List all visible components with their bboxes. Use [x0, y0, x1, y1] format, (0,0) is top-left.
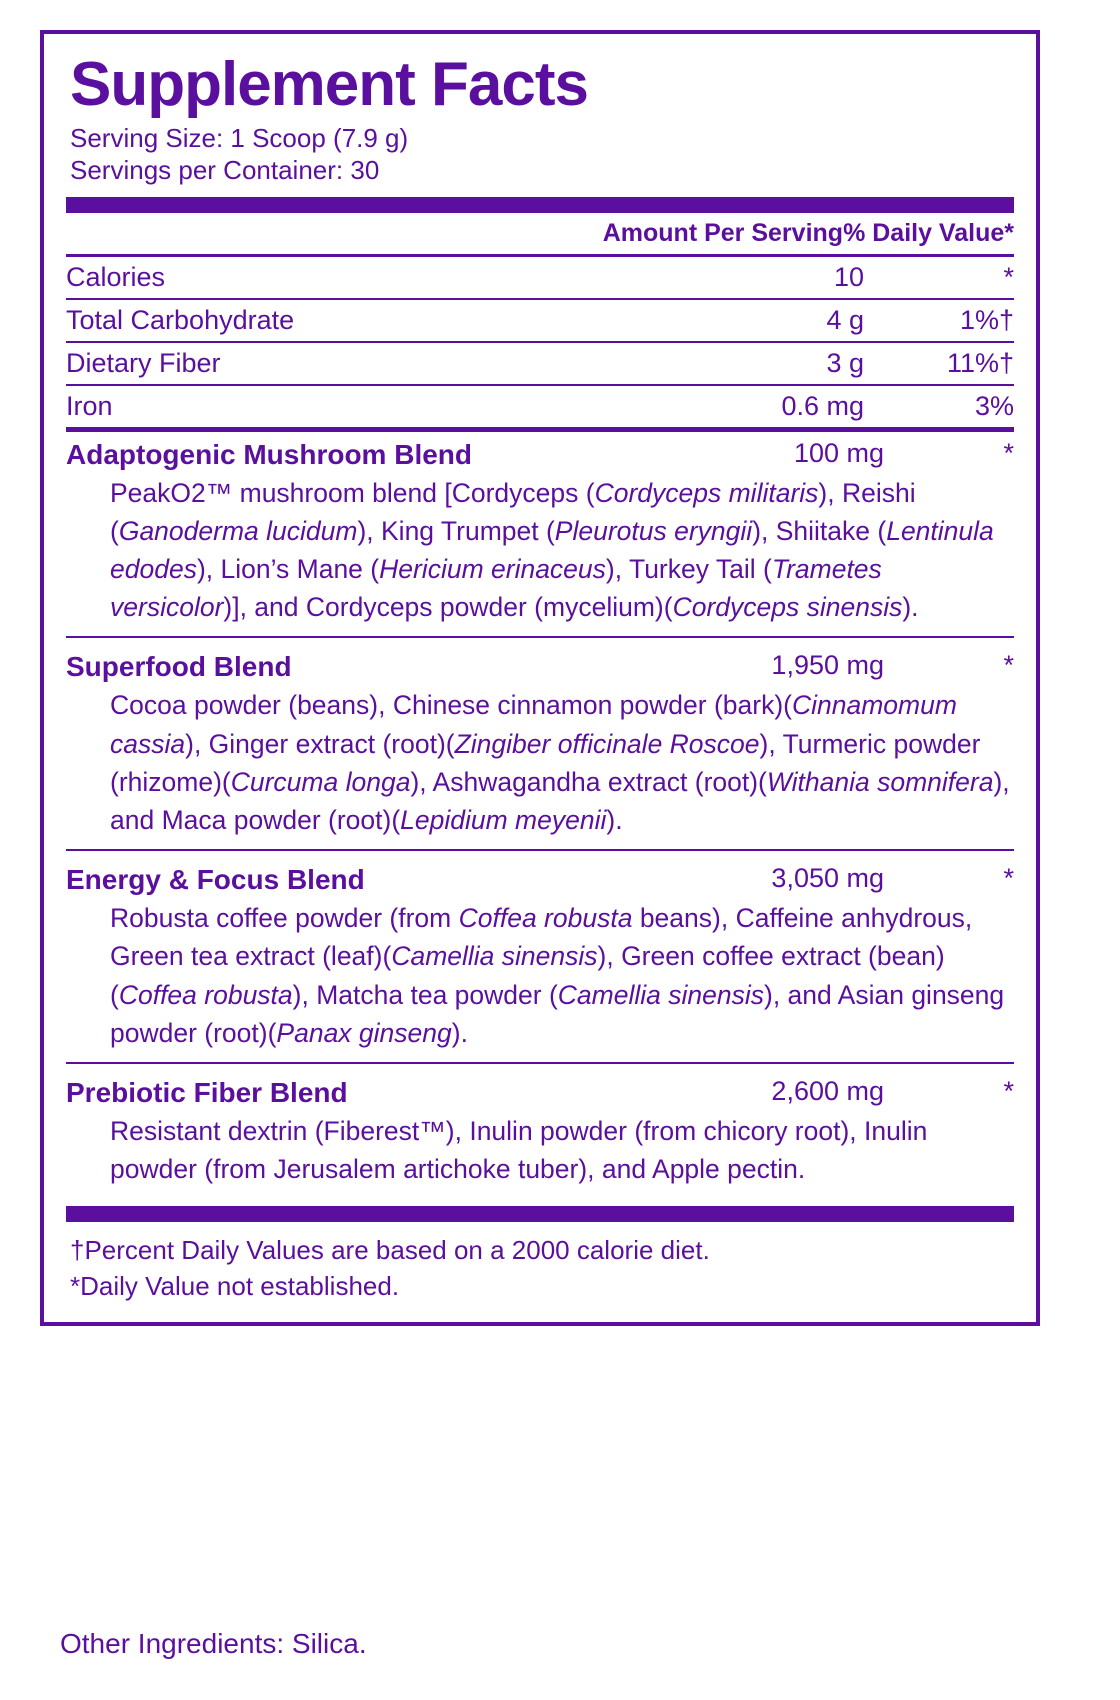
blend-daily-value: *	[1003, 1075, 1014, 1106]
nutrient-daily-value: 11%†	[864, 342, 1014, 385]
blend-amount: 100 mg	[793, 437, 884, 468]
blend-ingredients: PeakO2™ mushroom blend [Cordyceps (Cordyceps militaris), Reishi (Ganoderma lucidum), King Trumpet (Pleurotus eryngii), Shiitake (Lentinula edodes), Lion’s Mane (Hericium erinaceus), Turkey Tail (Trametes versicolor)], and Cordyceps powder (mycelium)(Cordyceps sinensis).	[110, 477, 994, 623]
table-row	[66, 342, 1014, 385]
blend-amount: 2,600 mg	[771, 1075, 884, 1106]
blend-daily-value: *	[1003, 437, 1014, 468]
blend-daily-value: *	[1003, 650, 1014, 681]
servings-per-container: Servings per Container: 30	[70, 154, 380, 185]
blend-header-row	[66, 650, 1014, 684]
blend-daily-value: *	[1003, 863, 1014, 894]
blend-amount: 3,050 mg	[771, 863, 884, 894]
nutrient-name: Total Carbohydrate	[66, 299, 624, 342]
blend-name: Adaptogenic Mushroom Blend	[66, 438, 472, 470]
nutrient-amount: 0.6 mg	[624, 385, 864, 430]
divider-thin-blend-3	[66, 1062, 1014, 1064]
divider-thick-bottom	[66, 1206, 1014, 1222]
blend-ingredients: Robusta coffee powder (from Coffea robusta beans), Caffeine anhydrous, Green tea extract (leaf)(Camellia sinensis), Green coffee extract (bean)(Coffea robusta), Matcha tea powder (Camellia sinensis), and Asian ginseng powder (root)(Panax ginseng).	[110, 903, 1005, 1048]
blend-amount: 1,950 mg	[771, 650, 884, 681]
nutrient-name: Calories	[66, 257, 624, 299]
blend-header-row	[66, 863, 1014, 897]
blend-ingredients: Cocoa powder (beans), Chinese cinnamon powder (bark)(Cinnamomum cassia), Ginger extract (root)(Zingiber officinale Roscoe), Turmeric powder (rhizome)(Curcuma longa), Ashwagandha extract (root)(Withania somnifera), and Maca powder (root)(Lepidium meyenii).	[110, 690, 1010, 835]
divider-thin-blend-1	[66, 636, 1014, 638]
serving-size: Serving Size: 1 Scoop (7.9 g)	[70, 123, 409, 154]
blend-section	[66, 857, 1014, 1060]
blend-header-row	[66, 1076, 1014, 1110]
blend-header-row	[66, 438, 1014, 472]
table-row	[66, 257, 1014, 299]
nutrient-daily-value: *	[864, 257, 1014, 299]
footnote-daily-values: †Percent Daily Values are based on a 2000 calorie diet.	[70, 1235, 710, 1266]
blend-name: Superfood Blend	[66, 651, 292, 683]
table-header-row	[66, 213, 1014, 254]
blend-section	[66, 432, 1014, 635]
blend-name: Energy & Focus Blend	[66, 864, 365, 896]
page-title: Supplement Facts	[70, 50, 588, 119]
nutrient-amount: 3 g	[624, 342, 864, 385]
header-daily-value: % Daily Value*	[843, 218, 1014, 247]
divider-thin-blend-2	[66, 849, 1014, 851]
table-row	[66, 299, 1014, 342]
nutrient-table	[66, 257, 1014, 432]
nutrient-daily-value: 3%	[864, 385, 1014, 430]
divider-thick-top	[66, 197, 1014, 213]
nutrient-amount: 4 g	[624, 299, 864, 342]
blend-section	[66, 1070, 1014, 1196]
blend-ingredients: Resistant dextrin (Fiberest™), Inulin powder (from chicory root), Inulin powder (from Jerusalem artichoke tuber), and Apple pectin.	[110, 1116, 928, 1185]
nutrient-name: Dietary Fiber	[66, 342, 624, 385]
nutrient-name: Iron	[66, 385, 624, 430]
footnote-not-established: *Daily Value not established.	[70, 1271, 400, 1302]
header-amount-per-serving: Amount Per Serving	[602, 218, 844, 247]
table-row	[66, 385, 1014, 430]
supplement-facts-panel	[40, 30, 1040, 1326]
nutrient-amount: 10	[624, 257, 864, 299]
blend-name: Prebiotic Fiber Blend	[66, 1076, 348, 1108]
other-ingredients: Other Ingredients: Silica.	[60, 1628, 367, 1659]
blend-section	[66, 644, 1014, 847]
nutrient-daily-value: 1%†	[864, 299, 1014, 342]
